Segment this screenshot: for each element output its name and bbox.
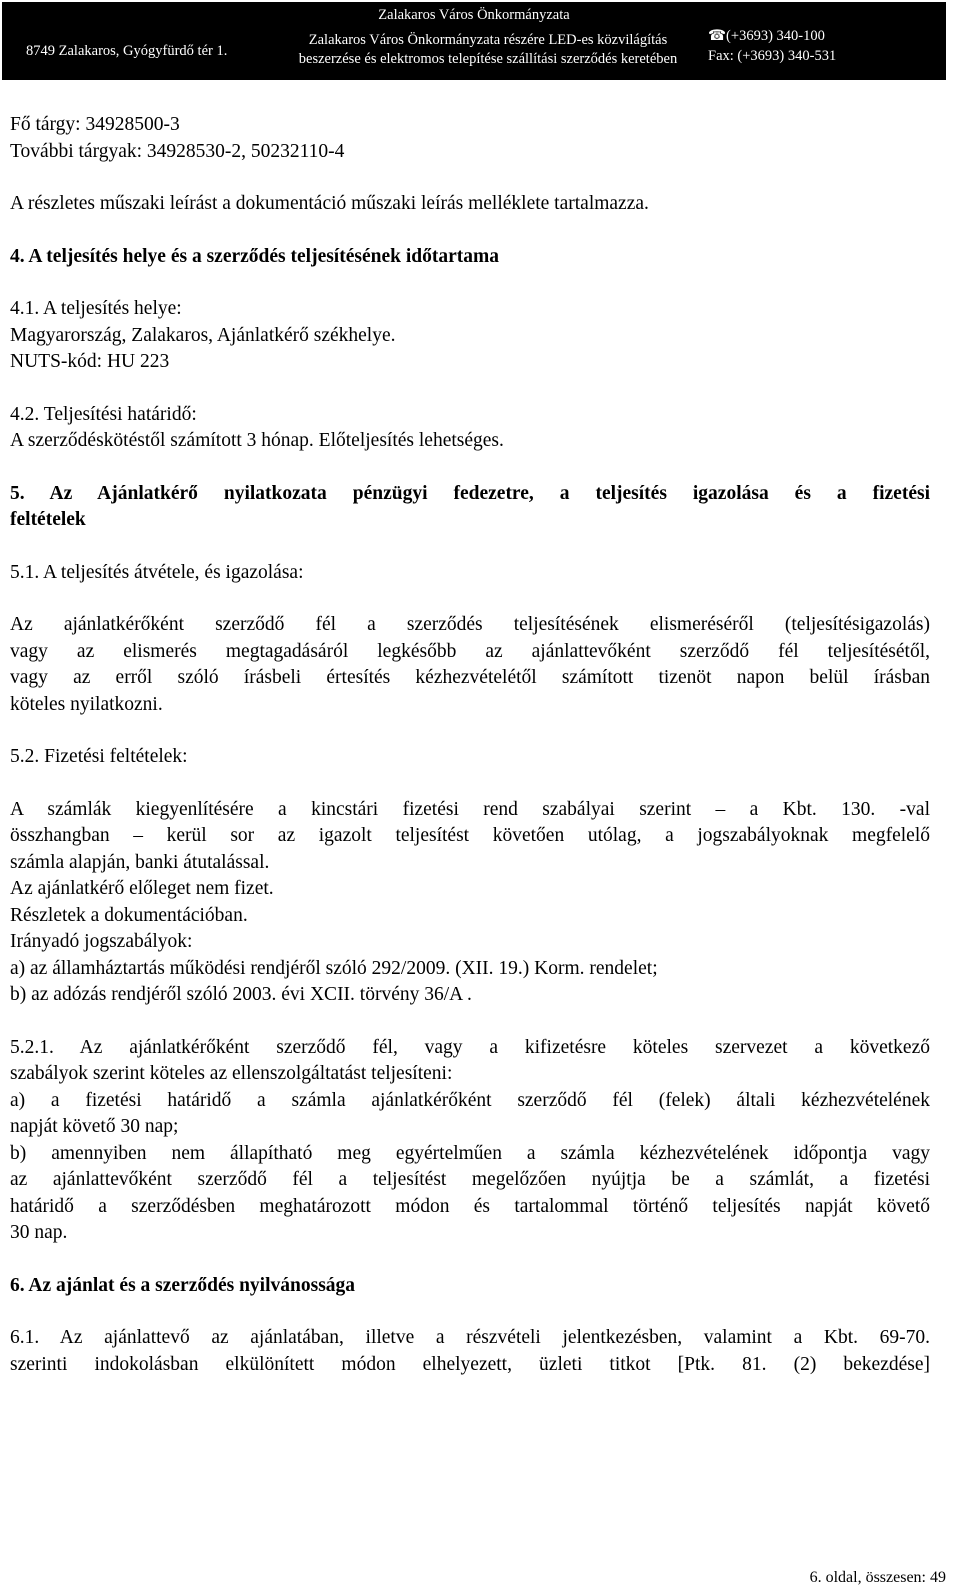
section-6-1-line1: 6.1. Az ajánlattevő az ajánlatában, illetve a részvételi jelentkezésben, valamint a Kbt. 69-70.	[10, 1327, 930, 1348]
section-5-2-1-line2: szabályok szerint köteles az ellenszolgáltatást teljesíteni:	[10, 1063, 453, 1084]
section-5-1-line4: köteles nyilatkozni.	[10, 693, 163, 715]
section-5-2-1-line1: 5.2.1. Az ajánlatkérőként szerződő fél, vagy a kifizetésre köteles szervezet a következő	[10, 1036, 930, 1058]
document-body	[10, 112, 930, 1378]
section-5-1-title: 5.1. A teljesítés átvétele, és igazolása:	[10, 561, 304, 583]
header-org-name: Zalakaros Város Önkormányzata	[378, 7, 570, 23]
section-5-1-line2: vagy az elismerés megtagadásáról legkésőbb az ajánlattevőként szerződő fél teljesítésétől,	[10, 640, 930, 662]
section-5-2-1-line3: a) a fizetési határidő a számla ajánlatkérőként szerződő fél (felek) általi kézhezvételének	[10, 1089, 930, 1111]
section-5-title-line2: feltételek	[10, 509, 86, 530]
section-4-2-title: 4.2. Teljesítési határidő:	[10, 403, 197, 425]
main-subject: Fő tárgy: 34928500-3	[10, 114, 180, 135]
tech-description: A részletes műszaki leírást a dokumentáció műszaki leírás melléklete tartalmazza.	[10, 193, 649, 214]
section-5-2-1-line5: b) amennyiben nem állapítható meg egyértelműen a számla kézhezvételének időpontja vagy	[10, 1142, 930, 1164]
section-5-2-line3: számla alapján, banki átutalással.	[10, 851, 270, 873]
section-5-2-line6: Irányadó jogszabályok:	[10, 931, 193, 952]
section-4-title: 4. A teljesítés helye és a szerződés teljesítésének időtartama	[10, 245, 499, 267]
section-5-2-line8: b) az adózás rendjéről szóló 2003. évi XCII. törvény 36/A .	[10, 984, 472, 1005]
section-5-2-line7: a) az államháztartás működési rendjéről szóló 292/2009. (XII. 19.) Korm. rendelet;	[10, 957, 658, 979]
section-5-2-line5: Részletek a dokumentációban.	[10, 904, 248, 926]
section-4-1-title: 4.1. A teljesítés helye:	[10, 298, 182, 319]
section-6-1-line2: szerinti indokolásban elkülönített módon elhelyezett, üzleti titkot [Ptk. 81. (2) bekezdése]	[10, 1353, 930, 1375]
section-5-2-1-line8: 30 nap.	[10, 1222, 68, 1243]
section-5-title-line1: 5. Az Ajánlatkérő nyilatkozata pénzügyi fedezetre, a teljesítés igazolása és a fizetési	[10, 482, 930, 504]
page-number: 6. oldal, összesen: 49	[809, 1569, 946, 1586]
header-subject-line2: beszerzése és elektromos telepítése szállítási szerződés keretében	[298, 51, 678, 67]
section-5-2-line1: A számlák kiegyenlítésére a kincstári fizetési rend szabályai szerint – a Kbt. 130. -val	[10, 798, 930, 820]
section-5-2-title: 5.2. Fizetési feltételek:	[10, 746, 188, 767]
section-5-1-line1: Az ajánlatkérőként szerződő fél a szerződés teljesítésének elismeréséről (teljesítésigazolás)	[10, 614, 930, 635]
section-5-2-line4: Az ajánlatkérő előleget nem fizet.	[10, 878, 274, 899]
header-subject	[278, 31, 698, 69]
section-5-2-line2: összhangban – kerül sor az igazolt teljesítést követően utólag, a jogszabályoknak megfelelő	[10, 825, 930, 846]
header-subject-line1: Zalakaros Város Önkormányzata részére LED-es közvilágítás	[308, 32, 668, 48]
section-5-1-line3: vagy az erről szóló írásbeli értesítés kézhezvételétől számított tizenöt napon belül írásban	[10, 667, 930, 688]
section-4-1-nuts: NUTS-kód: HU 223	[10, 351, 170, 372]
section-4-1-place: Magyarország, Zalakaros, Ajánlatkérő székhelye.	[10, 324, 396, 346]
header-fax: Fax: (+3693) 340-531	[708, 48, 837, 64]
section-5-2-1-line6: az ajánlattevőként szerződő fél a teljesítést megelőzően nyújtja be a számlát, a fizetési	[10, 1169, 930, 1190]
section-5-2-1-line7: határidő a szerződésben meghatározott módon és tartalommal történő teljesítés napját követő	[10, 1195, 930, 1217]
document-header	[2, 2, 946, 80]
section-4-2-text: A szerződéskötéstől számított 3 hónap. Előteljesítés lehetséges.	[10, 430, 504, 451]
section-6-title: 6. Az ajánlat és a szerződés nyilvánossága	[10, 1274, 356, 1296]
header-address: 8749 Zalakaros, Gyógyfürdő tér 1.	[26, 43, 228, 59]
header-phone: ☎(+3693) 340-100	[708, 28, 825, 44]
other-subjects: További tárgyak: 34928530-2, 50232110-4	[10, 140, 345, 162]
section-5-2-1-line4: napját követő 30 nap;	[10, 1116, 179, 1137]
